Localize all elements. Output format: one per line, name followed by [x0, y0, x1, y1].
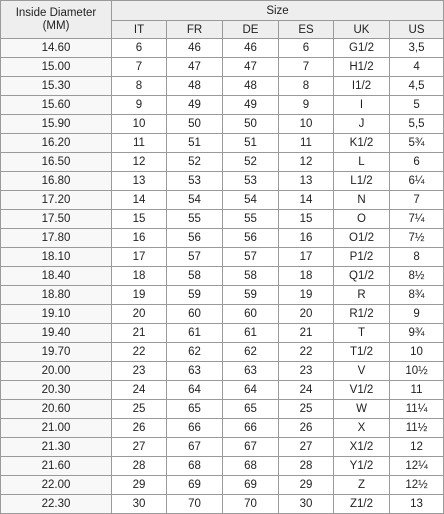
- de-cell: 65: [223, 400, 279, 419]
- uk-cell: L: [334, 153, 390, 172]
- table-row: [1, 191, 444, 210]
- it-cell: 25: [112, 400, 167, 419]
- us-cell: 9: [390, 305, 444, 324]
- es-cell: 29: [279, 476, 334, 495]
- de-cell: 58: [223, 267, 279, 286]
- fr-cell: 57: [167, 248, 223, 267]
- de-cell: 55: [223, 210, 279, 229]
- us-cell: 5¾: [390, 134, 444, 153]
- uk-cell: X: [334, 419, 390, 438]
- uk-cell: V: [334, 362, 390, 381]
- table-row: [1, 77, 444, 96]
- inside-diameter-cell: 21.60: [1, 457, 112, 476]
- table-row: [1, 495, 444, 514]
- es-cell: 8: [279, 77, 334, 96]
- es-cell: 6: [279, 39, 334, 58]
- table-row: [1, 248, 444, 267]
- es-cell: 24: [279, 381, 334, 400]
- de-cell: 66: [223, 419, 279, 438]
- fr-cell: 63: [167, 362, 223, 381]
- fr-cell: 51: [167, 134, 223, 153]
- es-cell: 10: [279, 115, 334, 134]
- de-cell: 67: [223, 438, 279, 457]
- inside-diameter-label: Inside Diameter: [15, 6, 97, 19]
- inside-diameter-cell: 18.10: [1, 248, 112, 267]
- table-row: [1, 172, 444, 191]
- uk-cell: H1/2: [334, 58, 390, 77]
- es-cell: 9: [279, 96, 334, 115]
- es-cell: 12: [279, 153, 334, 172]
- it-cell: 8: [112, 77, 167, 96]
- it-cell: 7: [112, 58, 167, 77]
- inside-diameter-cell: 15.00: [1, 58, 112, 77]
- it-cell: 11: [112, 134, 167, 153]
- us-cell: 11: [390, 381, 444, 400]
- table-row: [1, 438, 444, 457]
- uk-cell: N: [334, 191, 390, 210]
- it-cell: 20: [112, 305, 167, 324]
- us-cell: 12½: [390, 476, 444, 495]
- us-cell: 13: [390, 495, 444, 514]
- inside-diameter-cell: 20.30: [1, 381, 112, 400]
- table-row: [1, 457, 444, 476]
- es-cell: 22: [279, 343, 334, 362]
- fr-cell: 61: [167, 324, 223, 343]
- it-cell: 17: [112, 248, 167, 267]
- table-row: [1, 419, 444, 438]
- fr-cell: 50: [167, 115, 223, 134]
- us-cell: 6¼: [390, 172, 444, 191]
- us-cell: 10½: [390, 362, 444, 381]
- fr-cell: 56: [167, 229, 223, 248]
- table-row: [1, 115, 444, 134]
- uk-cell: T: [334, 324, 390, 343]
- table-row: [1, 381, 444, 400]
- inside-diameter-cell: 22.00: [1, 476, 112, 495]
- es-cell: 17: [279, 248, 334, 267]
- uk-cell: V1/2: [334, 381, 390, 400]
- de-cell: 52: [223, 153, 279, 172]
- uk-cell: O: [334, 210, 390, 229]
- uk-cell: Q1/2: [334, 267, 390, 286]
- inside-diameter-cell: 15.30: [1, 77, 112, 96]
- it-cell: 30: [112, 495, 167, 514]
- inside-diameter-cell: 18.80: [1, 286, 112, 305]
- us-cell: 3,5: [390, 39, 444, 58]
- de-cell: 51: [223, 134, 279, 153]
- column-header-es: ES: [279, 21, 334, 39]
- inside-diameter-cell: 17.20: [1, 191, 112, 210]
- us-cell: 8½: [390, 267, 444, 286]
- us-cell: 6: [390, 153, 444, 172]
- uk-cell: T1/2: [334, 343, 390, 362]
- de-cell: 64: [223, 381, 279, 400]
- uk-cell: L1/2: [334, 172, 390, 191]
- es-cell: 16: [279, 229, 334, 248]
- it-cell: 9: [112, 96, 167, 115]
- es-cell: 25: [279, 400, 334, 419]
- uk-cell: I1/2: [334, 77, 390, 96]
- it-cell: 13: [112, 172, 167, 191]
- inside-diameter-cell: 14.60: [1, 39, 112, 58]
- es-cell: 11: [279, 134, 334, 153]
- de-cell: 56: [223, 229, 279, 248]
- uk-cell: G1/2: [334, 39, 390, 58]
- us-cell: 10: [390, 343, 444, 362]
- it-cell: 6: [112, 39, 167, 58]
- column-header-fr: FR: [167, 21, 223, 39]
- de-cell: 69: [223, 476, 279, 495]
- fr-cell: 54: [167, 191, 223, 210]
- inside-diameter-cell: 19.70: [1, 343, 112, 362]
- us-cell: 7½: [390, 229, 444, 248]
- us-cell: 11¼: [390, 400, 444, 419]
- us-cell: 5,5: [390, 115, 444, 134]
- de-cell: 62: [223, 343, 279, 362]
- fr-cell: 68: [167, 457, 223, 476]
- it-cell: 16: [112, 229, 167, 248]
- table-row: [1, 324, 444, 343]
- it-cell: 18: [112, 267, 167, 286]
- es-cell: 7: [279, 58, 334, 77]
- inside-diameter-unit: (MM): [42, 19, 70, 32]
- inside-diameter-cell: 21.30: [1, 438, 112, 457]
- table-row: [1, 400, 444, 419]
- es-cell: 18: [279, 267, 334, 286]
- de-cell: 63: [223, 362, 279, 381]
- column-header-us: US: [390, 21, 444, 39]
- es-cell: 28: [279, 457, 334, 476]
- us-cell: 11½: [390, 419, 444, 438]
- table-row: [1, 210, 444, 229]
- uk-cell: Z: [334, 476, 390, 495]
- us-cell: 4: [390, 58, 444, 77]
- es-cell: 26: [279, 419, 334, 438]
- es-cell: 14: [279, 191, 334, 210]
- de-cell: 68: [223, 457, 279, 476]
- fr-cell: 47: [167, 58, 223, 77]
- inside-diameter-cell: 15.90: [1, 115, 112, 134]
- uk-cell: K1/2: [334, 134, 390, 153]
- es-cell: 15: [279, 210, 334, 229]
- us-cell: 5: [390, 96, 444, 115]
- fr-cell: 65: [167, 400, 223, 419]
- fr-cell: 59: [167, 286, 223, 305]
- uk-cell: Z1/2: [334, 495, 390, 514]
- uk-cell: Y1/2: [334, 457, 390, 476]
- it-cell: 10: [112, 115, 167, 134]
- inside-diameter-cell: 20.60: [1, 400, 112, 419]
- uk-cell: X1/2: [334, 438, 390, 457]
- es-cell: 19: [279, 286, 334, 305]
- fr-cell: 46: [167, 39, 223, 58]
- table-row: [1, 58, 444, 77]
- uk-cell: O1/2: [334, 229, 390, 248]
- es-cell: 21: [279, 324, 334, 343]
- de-cell: 50: [223, 115, 279, 134]
- inside-diameter-header: [1, 1, 112, 39]
- uk-cell: I: [334, 96, 390, 115]
- table-row: [1, 343, 444, 362]
- us-cell: 4,5: [390, 77, 444, 96]
- it-cell: 28: [112, 457, 167, 476]
- fr-cell: 67: [167, 438, 223, 457]
- de-cell: 57: [223, 248, 279, 267]
- it-cell: 29: [112, 476, 167, 495]
- de-cell: 70: [223, 495, 279, 514]
- table-row: [1, 229, 444, 248]
- it-cell: 15: [112, 210, 167, 229]
- us-cell: 7¼: [390, 210, 444, 229]
- de-cell: 59: [223, 286, 279, 305]
- it-cell: 14: [112, 191, 167, 210]
- table-body: [1, 39, 444, 514]
- table-row: [1, 39, 444, 58]
- size-header: Size: [112, 1, 444, 21]
- de-cell: 54: [223, 191, 279, 210]
- it-cell: 26: [112, 419, 167, 438]
- es-cell: 27: [279, 438, 334, 457]
- inside-diameter-cell: 16.80: [1, 172, 112, 191]
- de-cell: 48: [223, 77, 279, 96]
- inside-diameter-cell: 15.60: [1, 96, 112, 115]
- us-cell: 7: [390, 191, 444, 210]
- de-cell: 60: [223, 305, 279, 324]
- fr-cell: 60: [167, 305, 223, 324]
- inside-diameter-cell: 19.40: [1, 324, 112, 343]
- fr-cell: 48: [167, 77, 223, 96]
- fr-cell: 52: [167, 153, 223, 172]
- table-row: [1, 96, 444, 115]
- es-cell: 13: [279, 172, 334, 191]
- inside-diameter-cell: 21.00: [1, 419, 112, 438]
- fr-cell: 53: [167, 172, 223, 191]
- us-cell: 8¾: [390, 286, 444, 305]
- inside-diameter-cell: 17.80: [1, 229, 112, 248]
- uk-cell: J: [334, 115, 390, 134]
- inside-diameter-cell: 17.50: [1, 210, 112, 229]
- fr-cell: 58: [167, 267, 223, 286]
- de-cell: 46: [223, 39, 279, 58]
- column-header-uk: UK: [334, 21, 390, 39]
- table-row: [1, 286, 444, 305]
- uk-cell: W: [334, 400, 390, 419]
- column-header-it: IT: [112, 21, 167, 39]
- fr-cell: 69: [167, 476, 223, 495]
- table-row: [1, 267, 444, 286]
- table-row: [1, 362, 444, 381]
- de-cell: 53: [223, 172, 279, 191]
- es-cell: 23: [279, 362, 334, 381]
- it-cell: 27: [112, 438, 167, 457]
- de-cell: 47: [223, 58, 279, 77]
- uk-cell: R: [334, 286, 390, 305]
- fr-cell: 62: [167, 343, 223, 362]
- inside-diameter-cell: 22.30: [1, 495, 112, 514]
- column-header-de: DE: [223, 21, 279, 39]
- us-cell: 9¾: [390, 324, 444, 343]
- fr-cell: 55: [167, 210, 223, 229]
- fr-cell: 49: [167, 96, 223, 115]
- fr-cell: 70: [167, 495, 223, 514]
- fr-cell: 66: [167, 419, 223, 438]
- es-cell: 30: [279, 495, 334, 514]
- table-row: [1, 476, 444, 495]
- es-cell: 20: [279, 305, 334, 324]
- table-row: [1, 134, 444, 153]
- inside-diameter-cell: 16.20: [1, 134, 112, 153]
- it-cell: 22: [112, 343, 167, 362]
- de-cell: 61: [223, 324, 279, 343]
- uk-cell: P1/2: [334, 248, 390, 267]
- it-cell: 24: [112, 381, 167, 400]
- inside-diameter-cell: 18.40: [1, 267, 112, 286]
- it-cell: 19: [112, 286, 167, 305]
- fr-cell: 64: [167, 381, 223, 400]
- inside-diameter-cell: 16.50: [1, 153, 112, 172]
- it-cell: 21: [112, 324, 167, 343]
- it-cell: 23: [112, 362, 167, 381]
- us-cell: 12¼: [390, 457, 444, 476]
- us-cell: 12: [390, 438, 444, 457]
- inside-diameter-cell: 20.00: [1, 362, 112, 381]
- table-row: [1, 153, 444, 172]
- table-row: [1, 305, 444, 324]
- uk-cell: R1/2: [334, 305, 390, 324]
- us-cell: 8: [390, 248, 444, 267]
- inside-diameter-cell: 19.10: [1, 305, 112, 324]
- it-cell: 12: [112, 153, 167, 172]
- de-cell: 49: [223, 96, 279, 115]
